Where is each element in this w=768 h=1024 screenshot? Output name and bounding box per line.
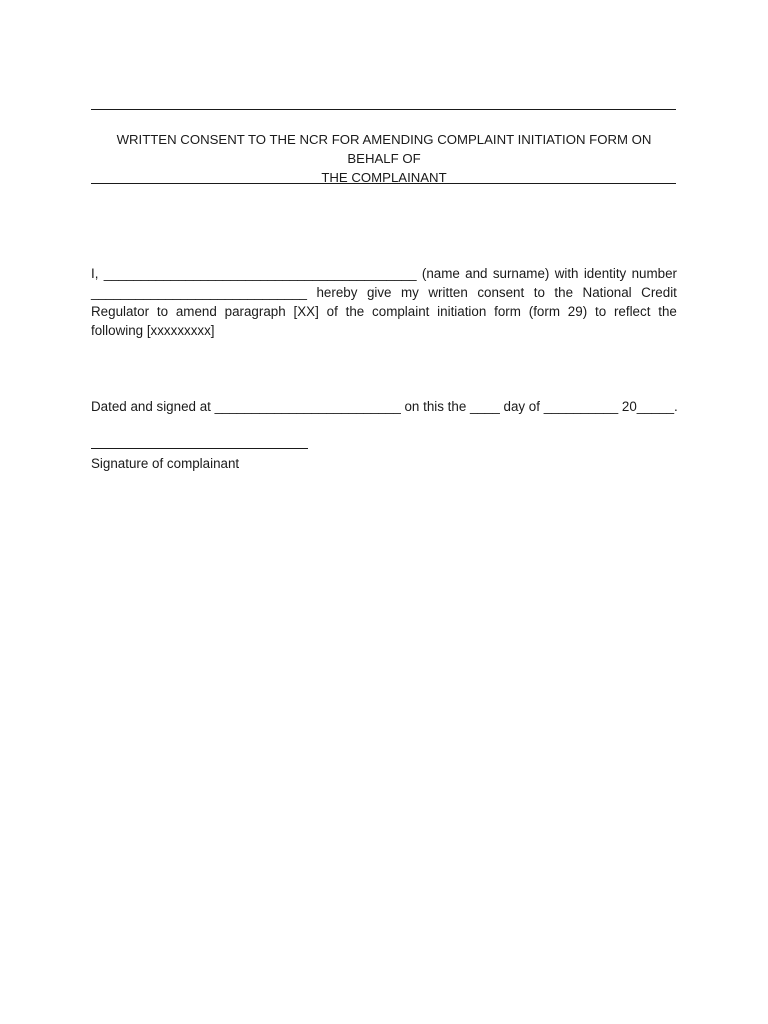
id-number-blank: _____________________________: [91, 285, 307, 300]
word: my: [401, 285, 419, 300]
word: to: [594, 304, 607, 319]
word: form: [494, 304, 521, 319]
word: give: [366, 285, 392, 300]
word: paragraph: [224, 304, 286, 319]
consent-line-4-text: following [xxxxxxxxx]: [91, 323, 215, 338]
word: hereby: [316, 285, 358, 300]
title-bottom-rule: [91, 183, 676, 184]
word: to: [156, 304, 169, 319]
word: surname): [492, 266, 550, 281]
word: number: [631, 266, 677, 281]
word: reflect: [613, 304, 651, 319]
word: written: [428, 285, 468, 300]
signature-line: [91, 448, 308, 449]
document-title: [91, 130, 677, 187]
word: I,: [91, 266, 99, 281]
top-rule: [91, 109, 676, 110]
word: with: [554, 266, 579, 281]
word: the: [554, 285, 574, 300]
word: initiation: [437, 304, 487, 319]
word: the: [345, 304, 365, 319]
word: consent: [477, 285, 525, 300]
consent-paragraph: [91, 264, 677, 340]
word: 29): [567, 304, 588, 319]
word: (form: [528, 304, 560, 319]
consent-line-3: [91, 302, 677, 321]
word: to: [533, 285, 545, 300]
dated-signed-line: [91, 397, 677, 416]
word: the: [658, 304, 677, 319]
dated-signed-text: Dated and signed at _________________________ on this the ____ day of __________ 20_____.: [91, 399, 678, 414]
word: identity: [583, 266, 627, 281]
consent-line-4: [91, 321, 677, 340]
word: complaint: [372, 304, 430, 319]
word: Regulator: [91, 304, 150, 319]
word: National: [582, 285, 632, 300]
word: Credit: [641, 285, 677, 300]
word: amend: [175, 304, 217, 319]
consent-line-2: [91, 283, 677, 302]
word: of: [326, 304, 338, 319]
word: (name: [421, 266, 460, 281]
word: and: [465, 266, 488, 281]
consent-line-1: [91, 264, 677, 283]
word: [XX]: [293, 304, 319, 319]
title-line-2: THE COMPLAINANT: [321, 170, 447, 185]
title-line-1: WRITTEN CONSENT TO THE NCR FOR AMENDING COMPLAINT INITIATION FORM ON BEHALF OF: [116, 132, 652, 166]
signature-label: Signature of complainant: [91, 456, 240, 471]
name-blank: __________________________________________: [103, 266, 417, 281]
